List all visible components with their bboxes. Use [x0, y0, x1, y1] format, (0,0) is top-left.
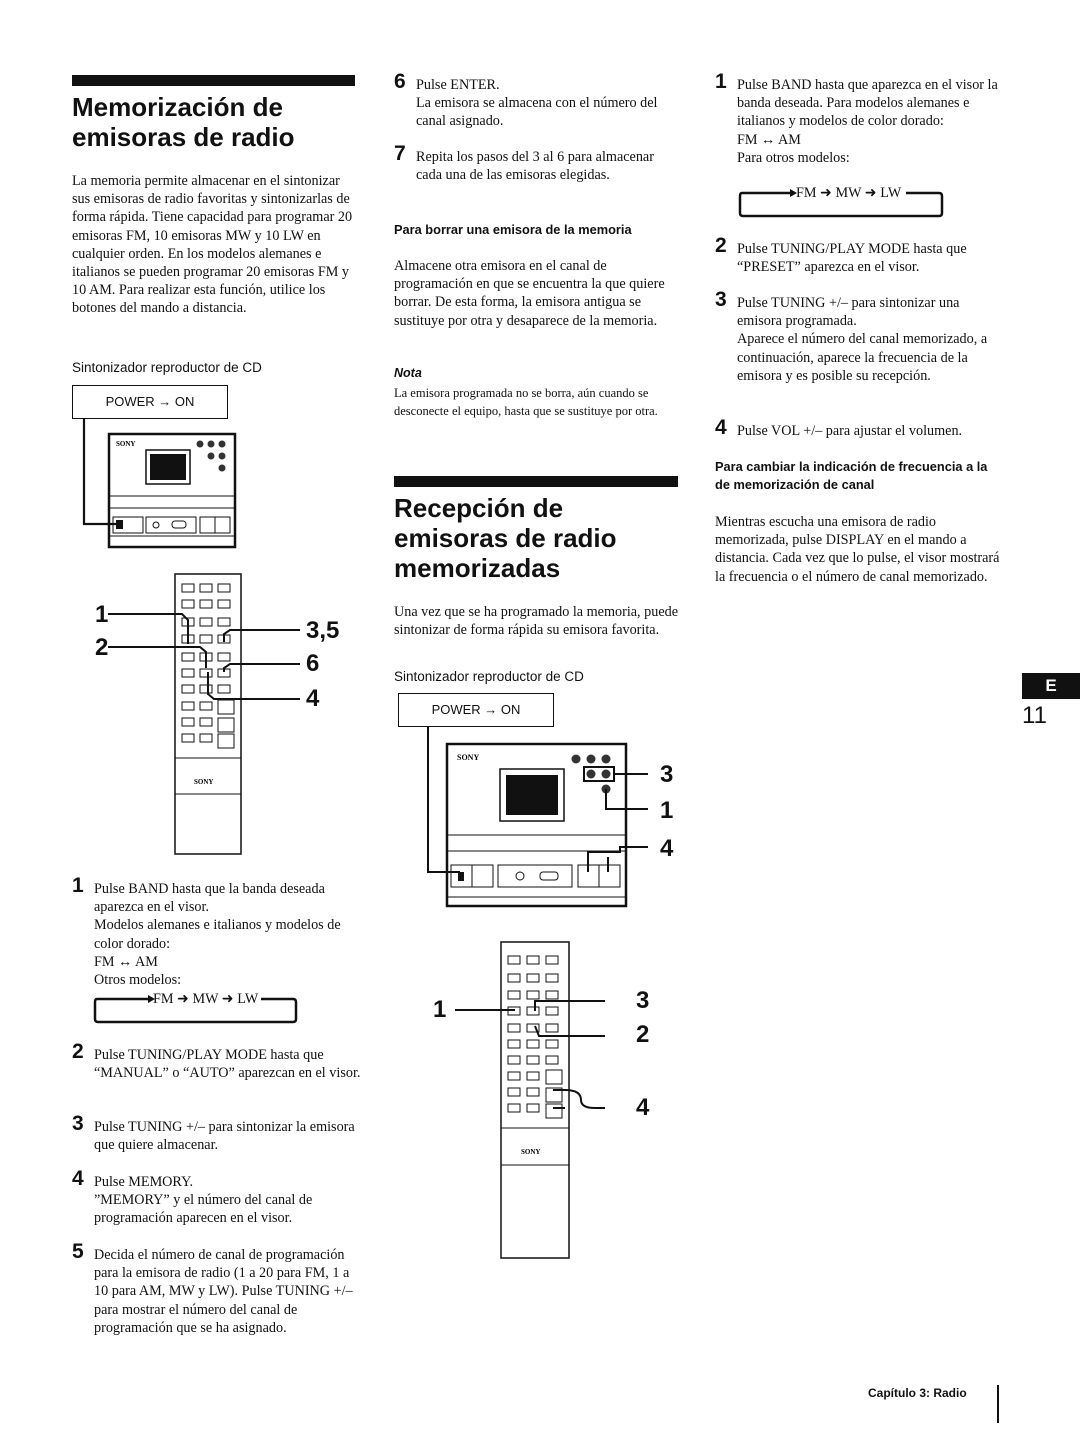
- remote-control-illustration: [90, 572, 340, 857]
- step-1: [715, 70, 1005, 167]
- display-text: Mientras escucha una emisora de radio memorizada, pulse DISPLAY en el mando a distancia. Cada vez que lo pulse, el visor mostrará la frecuencia o el número de canal memorizado.: [715, 514, 1000, 585]
- step-number: 3: [72, 1112, 84, 1135]
- step-text: Pulse MEMORY. ”MEMORY” y el número del canal de programación aparecen en el visor.: [94, 1174, 313, 1227]
- cd-tuner-unit-illustration: [420, 727, 690, 912]
- section-title: Recepción de emisoras de radio memorizadas: [394, 493, 617, 583]
- erase-text: Almacene otra emisora en el canal de programación en que se encuentra la que quiere borrar. De esta forma, la emisora antigua se sustituye por otra y desaparece de la memoria.: [394, 258, 665, 329]
- step-text: Pulse BAND hasta que aparezca en el visor la banda deseada. Para modelos alemanes e italianos y modelos de color dorado: FM ↔ AM Para otros modelos:: [737, 77, 998, 166]
- chapter-footer: Capítulo 3: Radio: [868, 1386, 967, 1400]
- band-cycle-diagram: [738, 187, 944, 219]
- callout-1: 1: [660, 797, 674, 824]
- step-text: Pulse VOL +/– para ajustar el volumen.: [737, 423, 963, 439]
- brand-logo: SONY: [116, 440, 136, 448]
- step-text: Pulse BAND hasta que la banda deseada aparezca en el visor. Modelos alemanes e italianos y modelos de color dorado: FM ↔ AM Otros modelos:: [94, 881, 341, 989]
- step-7: [394, 142, 679, 184]
- step-6: [394, 70, 679, 131]
- callout-6: 6: [306, 650, 320, 677]
- callout-3-5: 3,5: [306, 617, 340, 644]
- step-2: [72, 1040, 362, 1082]
- figure-caption: Sintonizador reproductor de CD: [72, 360, 262, 375]
- svg-text:SONY: SONY: [521, 1148, 541, 1156]
- footer-divider: [997, 1385, 999, 1423]
- step-4: [715, 416, 1005, 440]
- callout-4: 4: [636, 1094, 650, 1121]
- language-tab: E: [1022, 673, 1080, 699]
- step-text: Repita los pasos del 3 al 6 para almacenar cada una de las emisoras elegidas.: [416, 149, 654, 184]
- note-label: Nota: [394, 366, 422, 380]
- figure-caption: Sintonizador reproductor de CD: [394, 669, 584, 684]
- power-on-label: POWER → ON: [72, 385, 228, 419]
- step-number: 3: [715, 288, 727, 311]
- callout-1: 1: [433, 996, 447, 1023]
- power-on-label: POWER → ON: [398, 693, 554, 727]
- remote-control-illustration: [455, 940, 665, 1260]
- page-number: 11: [1022, 702, 1047, 729]
- cd-tuner-unit-illustration: [80, 418, 240, 550]
- section-rule: [72, 75, 355, 86]
- callout-3: 3: [636, 987, 650, 1014]
- callout-4: 4: [660, 835, 674, 862]
- svg-text:SONY: SONY: [194, 778, 214, 786]
- step-4: [72, 1167, 362, 1228]
- band-cycle-text: FM ➜ MW ➜ LW: [153, 991, 259, 1007]
- band-cycle-diagram: [93, 993, 298, 1025]
- erase-subheading: Para borrar una emisora de la memoria: [394, 222, 632, 237]
- step-number: 6: [394, 70, 406, 93]
- step-number: 1: [72, 874, 84, 897]
- step-text: Decida el número de canal de programación para la emisora de radio (1 a 20 para FM, 1 a 10 para AM, MW y LW). Pulse TUNING +/– para mostrar el número del canal de programación que se ha asignado.: [94, 1247, 353, 1336]
- section-rule: [394, 476, 678, 487]
- intro-paragraph: La memoria permite almacenar en el sintonizar sus emisoras de radio favoritas y sintonizarlas de forma rápida. Tiene capacidad para programar 20 emisoras FM, 10 emisoras MW y 10 LW en cualquier orden. En los modelos alemanes e italianos se pueden programar 20 emisoras FM y 10 AM. Para realizar esta función, utilice los botones del mando a distancia.: [72, 173, 353, 317]
- step-text: Pulse TUNING +/– para sintonizar la emisora que quiere almacenar.: [94, 1119, 355, 1154]
- step-2: [715, 234, 1005, 276]
- note-text: La emisora programada no se borra, aún cuando se desconecte el equipo, hasta que se sustituye por otra.: [394, 386, 658, 418]
- step-number: 2: [72, 1040, 84, 1063]
- intro-paragraph: Una vez que se ha programado la memoria, puede sintonizar de forma rápida su emisora favorita.: [394, 604, 679, 639]
- callout-2: 2: [636, 1021, 650, 1048]
- step-1: [72, 874, 362, 989]
- step-3: [715, 288, 1005, 385]
- callout-3: 3: [660, 761, 674, 788]
- step-text: Pulse TUNING/PLAY MODE hasta que “PRESET” aparezca en el visor.: [737, 241, 967, 276]
- callout-2: 2: [95, 634, 109, 661]
- step-5: [72, 1240, 362, 1337]
- step-number: 4: [72, 1167, 84, 1190]
- display-subheading: Para cambiar la indicación de frecuencia a la de memorización de canal: [715, 459, 988, 492]
- step-number: 7: [394, 142, 406, 165]
- section-title: Memorización de emisoras de radio: [72, 92, 295, 152]
- step-number: 4: [715, 416, 727, 439]
- step-number: 2: [715, 234, 727, 257]
- svg-text:SONY: SONY: [457, 753, 480, 762]
- step-number: 1: [715, 70, 727, 93]
- band-cycle-text: FM ➜ MW ➜ LW: [796, 185, 902, 201]
- callout-1: 1: [95, 601, 109, 628]
- callout-4: 4: [306, 685, 320, 712]
- step-number: 5: [72, 1240, 84, 1263]
- step-text: Pulse TUNING/PLAY MODE hasta que “MANUAL” o “AUTO” aparezcan en el visor.: [94, 1047, 361, 1082]
- step-3: [72, 1112, 362, 1154]
- step-text: Pulse ENTER. La emisora se almacena con el número del canal asignado.: [416, 77, 658, 130]
- step-text: Pulse TUNING +/– para sintonizar una emisora programada. Aparece el número del canal memorizado, a continuación, aparece la frecuencia de la emisora y es posible su recepción.: [737, 295, 988, 384]
